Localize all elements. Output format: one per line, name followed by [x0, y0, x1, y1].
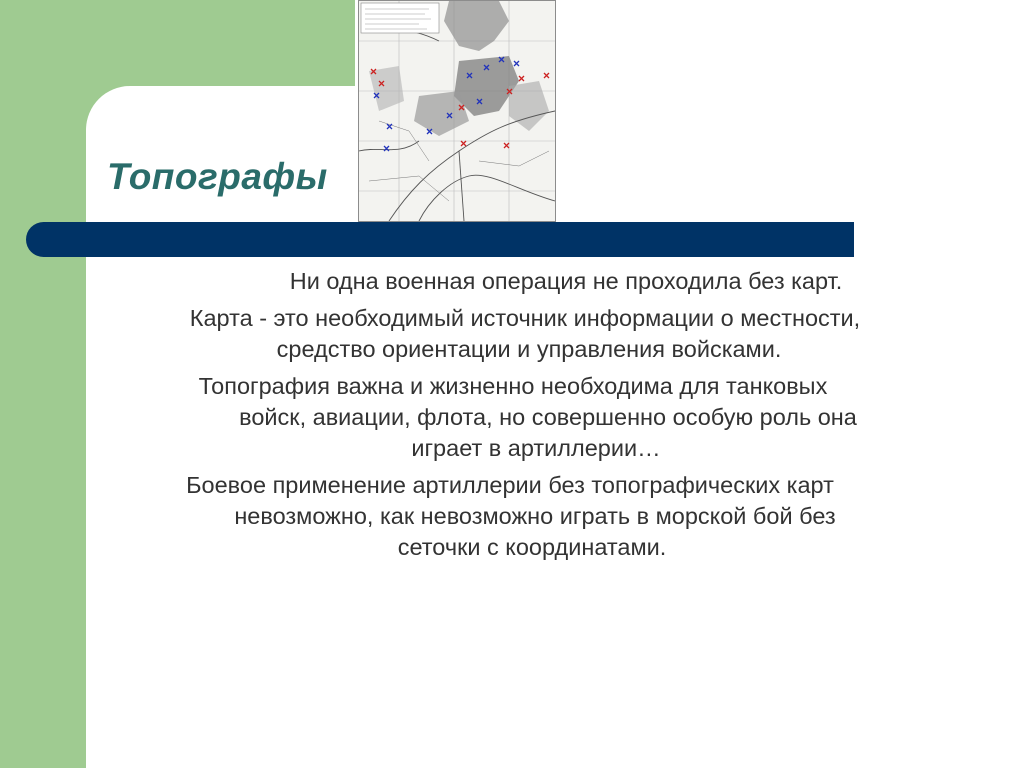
paragraph-line: Топография важна и жизненно необходима для танковых	[198, 373, 828, 399]
paragraph-line: сеточки с координатами.	[397, 534, 667, 560]
paragraph-line: войск, авиации, флота, но совершенно особую роль она	[239, 404, 857, 430]
paragraph-line: Карта - это необходимый источник информации о местности,	[189, 305, 861, 331]
title-underline-band	[26, 222, 854, 257]
paragraph-line: невозможно, как невозможно играть в морской бой без	[234, 503, 836, 529]
paragraph-4	[110, 470, 940, 563]
paragraph-2	[110, 303, 940, 365]
paragraph-3	[110, 371, 940, 464]
paragraph-line: играет в артиллерии…	[411, 435, 661, 461]
military-map-image	[358, 0, 556, 222]
slide-body	[110, 266, 940, 569]
paragraph-line: Ни одна военная операция не проходила без карт.	[289, 268, 843, 294]
paragraph-line: средство ориентации и управления войсками.	[276, 336, 782, 362]
slide-title: Топографы	[107, 156, 328, 197]
paragraph-1	[110, 266, 940, 297]
paragraph-line: Боевое применение артиллерии без топографических карт	[186, 472, 834, 498]
